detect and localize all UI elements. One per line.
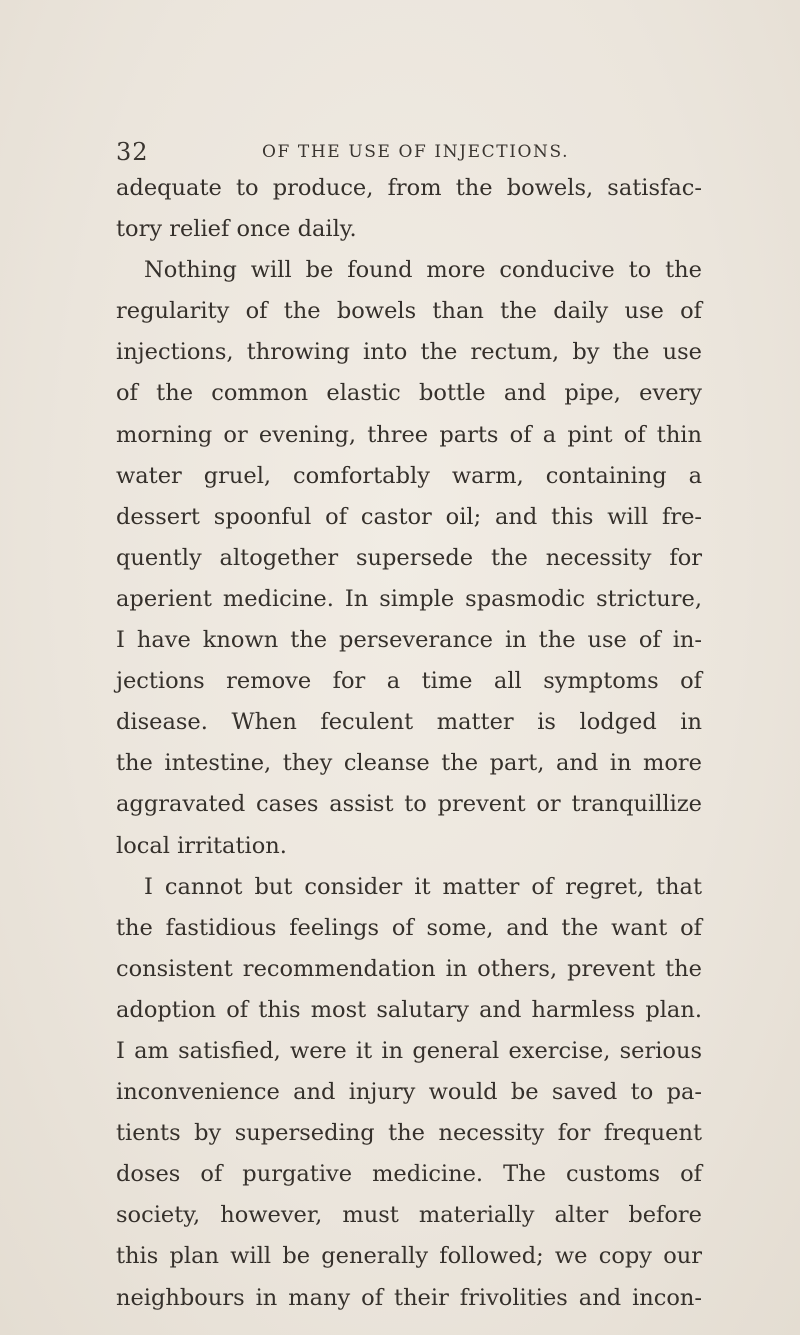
text-line: aperient medicine. In simple spasmodic stricture, — [116, 585, 702, 612]
text-line: doses of purgative medicine. The customs of — [116, 1161, 702, 1188]
text-line: this plan will be generally followed; we copy our — [116, 1243, 702, 1270]
running-head: OF THE USE OF INJECTIONS. — [262, 142, 570, 162]
text-line: morning or evening, three parts of a pint of thin — [116, 421, 702, 448]
text-line: Nothing will be found more conducive to the — [144, 257, 702, 284]
text-line: inconvenience and injury would be saved to pa- — [116, 1079, 702, 1106]
text-line: adequate to produce, from the bowels, satisfac- — [116, 175, 702, 201]
text-line: tory relief once daily. — [116, 216, 357, 243]
text-line: regularity of the bowels than the daily use of — [116, 298, 702, 325]
text-line: disease. When feculent matter is lodged in — [116, 709, 702, 736]
text-line: the intestine, they cleanse the part, and in more — [116, 750, 702, 777]
text-line: tients by superseding the necessity for frequent — [116, 1120, 702, 1147]
text-line: jections remove for a time all symptoms of — [116, 668, 702, 695]
text-line: neighbours in many of their frivolities and incon- — [116, 1284, 702, 1311]
text-line: local irritation. — [116, 832, 287, 859]
text-line: aggravated cases assist to prevent or tranquillize — [116, 791, 702, 818]
text-line: dessert spoonful of castor oil; and this will fre- — [116, 503, 702, 530]
text-line: of the common elastic bottle and pipe, every — [116, 380, 702, 407]
body-text — [116, 168, 702, 1319]
text-line: I have known the perseverance in the use of in- — [116, 627, 702, 654]
text-line: consistent recommendation in others, prevent the — [116, 955, 702, 982]
text-line: injections, throwing into the rectum, by the use — [116, 339, 702, 366]
page-number: 32 — [116, 138, 149, 166]
text-line: quently altogether supersede the necessity for — [116, 544, 702, 571]
text-line: adoption of this most salutary and harmless plan. — [116, 996, 702, 1023]
text-line: I am satisfied, were it in general exercise, serious — [116, 1037, 702, 1064]
text-line: water gruel, comfortably warm, containing a — [116, 462, 702, 489]
text-line: the fastidious feelings of some, and the want of — [116, 914, 702, 941]
text-line: I cannot but consider it matter of regret, that — [144, 873, 702, 900]
text-line: society, however, must materially alter before — [116, 1202, 702, 1229]
page-header — [116, 138, 716, 168]
